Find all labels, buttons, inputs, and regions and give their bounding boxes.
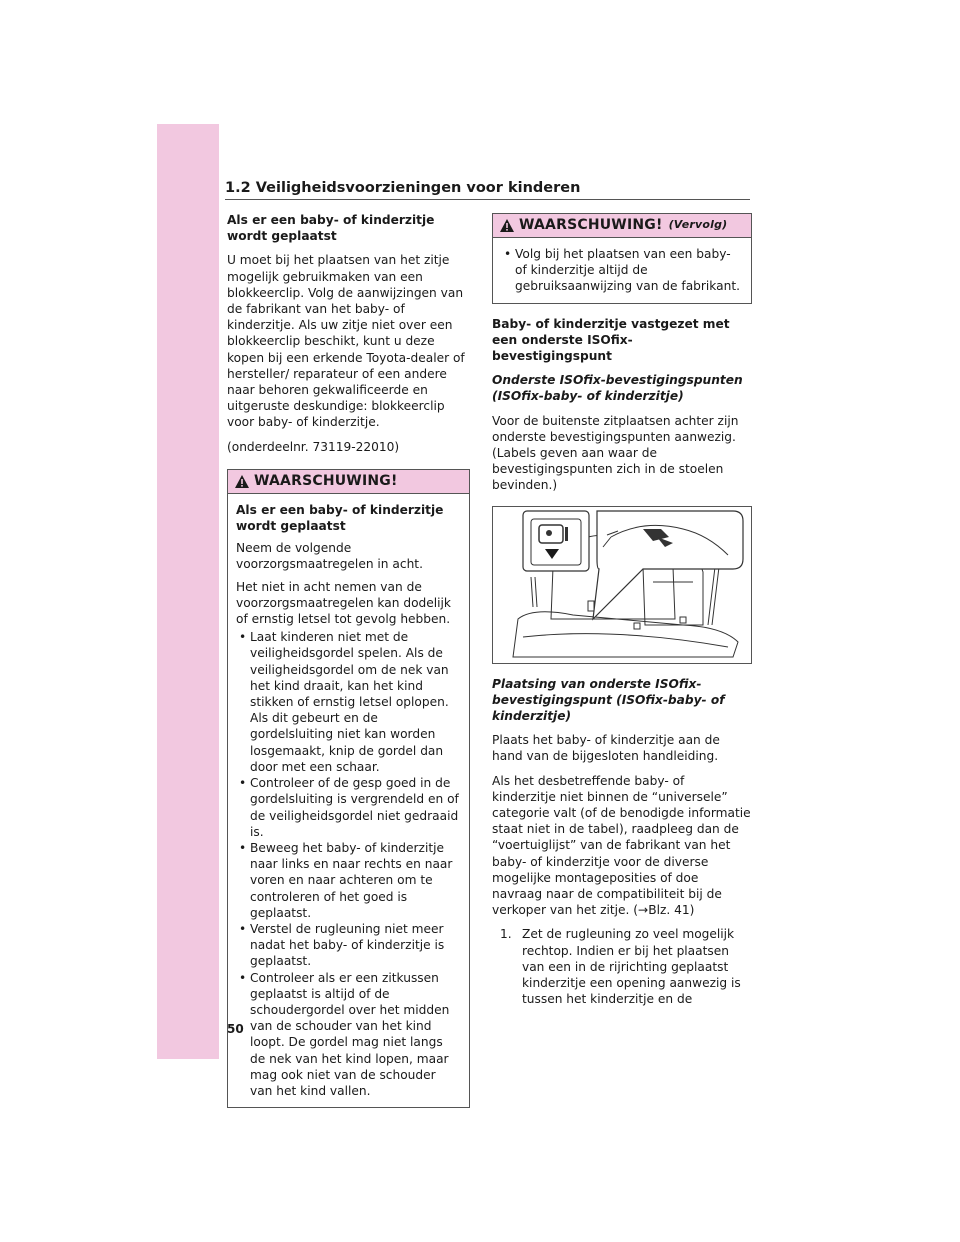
- list-item: • Laat kinderen niet met de veiligheidsgordel spelen. Als de veiligheidsgordel om de nek van het kind draait, kan het kind stikken of ernstig letsel oplopen. Als dit gebeurt en de gordelsluiting niet kan worden losgemaakt, knip de gordel dan door met een schaar.: [236, 629, 459, 775]
- section-title: 1.2 Veiligheidsvoorzieningen voor kinderen: [225, 180, 750, 200]
- warning-box-continued: [492, 213, 752, 304]
- warning-body-continued: [493, 238, 751, 303]
- right-column: [492, 212, 752, 1008]
- list-item: • Controleer of de gesp goed in de gordelsluiting is vergrendeld en of de veiligheidsgordel niet gedraaid is.: [236, 775, 459, 840]
- list-item: • Volg bij het plaatsen van een baby- of kinderzitje altijd de gebruiksaanwijzing van de fabrikant.: [501, 246, 741, 295]
- left-paragraph-2: (onderdeelnr. 73119-22010): [227, 439, 400, 454]
- right-paragraph-3: Als het desbetreffende baby- of kinderzitje niet binnen de “universele” categorie valt (of de benodigde informatie staat niet in de tabel), raadpleeg dan de “voertuiglijst” van de fabrikant van het baby- of kinderzitje voor de diverse mogelijke montageposities of doe navraag naar de compatibiliteit bij de verkoper van het zitje. (→Blz. 41): [492, 773, 751, 918]
- warning-icon: [499, 218, 515, 233]
- warning-title: WAARSCHUWING!: [519, 217, 663, 234]
- warning-title: WAARSCHUWING!: [254, 473, 398, 490]
- warning-box: [227, 469, 470, 1108]
- warning-paragraph-1: Neem de volgende voorzorgsmaatregelen in acht.: [236, 541, 423, 572]
- isofix-seat-illustration: [493, 507, 751, 663]
- warning-header-continued: [493, 214, 751, 238]
- warning-bullet-list: [501, 246, 741, 295]
- right-subheading-2: Plaatsing van onderste ISOfix-bevestigingspunt (ISOfix-baby- of kinderzitje): [492, 676, 725, 724]
- right-subheading-1: Onderste ISOfix-bevestigingspunten (ISOfix-baby- of kinderzitje): [492, 373, 743, 404]
- step-number: 1.: [500, 927, 512, 942]
- list-item: • Beweeg het baby- of kinderzitje naar links en naar rechts en naar voren en naar achteren om te controleren of het goed is geplaatst.: [236, 840, 459, 921]
- right-paragraph-1: Voor de buitenste zitplaatsen achter zijn onderste bevestigingspunten aanwezig. (Labels geven aan waar de bevestigingspunten zich in de stoelen bevinden.): [492, 413, 739, 493]
- steps-list: [492, 926, 752, 1007]
- left-heading: Als er een baby- of kinderzitje wordt geplaatst: [227, 213, 435, 244]
- right-paragraph-2: Plaats het baby- of kinderzitje aan de hand van de bijgesloten handleiding.: [492, 733, 720, 764]
- page-tab-strip: [157, 124, 219, 1059]
- warning-heading: Als er een baby- of kinderzitje wordt geplaatst: [236, 502, 444, 534]
- page-number: 50: [227, 1022, 244, 1036]
- left-column: [227, 212, 470, 1120]
- warning-continued-label: (Vervolg): [668, 218, 728, 232]
- list-item: • Verstel de rugleuning niet meer nadat het baby- of kinderzitje is geplaatst.: [236, 921, 459, 970]
- left-paragraph-1: U moet bij het plaatsen van het zitje mogelijk gebruikmaken van een blokkeerclip. Volg de aanwijzingen van de fabrikant van het baby- of kinderzitje. Als uw zitje niet over een blokkeerclip beschikt, kunt u deze kopen bij een erkende Toyota-dealer of hersteller/ reparateur of een andere naar behoren gekwalificeerde en uitgeruste deskundige: blokkeerclip voor baby- of kinderzitje.: [227, 253, 465, 430]
- warning-body: [228, 494, 469, 1107]
- warning-bullet-list: [236, 629, 459, 1099]
- warning-paragraph-2: Het niet in acht nemen van de voorzorgsmaatregelen kan dodelijk of ernstig letsel tot gevolg hebben.: [236, 579, 451, 627]
- warning-header: [228, 470, 469, 494]
- list-item: • Controleer als er een zitkussen geplaatst is altijd of de schoudergordel over het midden van de schouder van het kind loopt. De gordel mag niet langs de nek van het kind lopen, maar mag ook niet van de schouder van het kind vallen.: [236, 970, 459, 1100]
- list-item: [492, 926, 752, 1007]
- right-heading: Baby- of kinderzitje vastgezet met een onderste ISOfix-bevestigingspunt: [492, 316, 730, 364]
- isofix-illustration: [492, 506, 752, 664]
- warning-icon: [234, 474, 250, 489]
- step-text: Zet de rugleuning zo veel mogelijk rechtop. Indien er bij het plaatsen van een in de rijrichting geplaatst kinderzitje een opening aanwezig is tussen het kinderzitje en de: [522, 927, 741, 1007]
